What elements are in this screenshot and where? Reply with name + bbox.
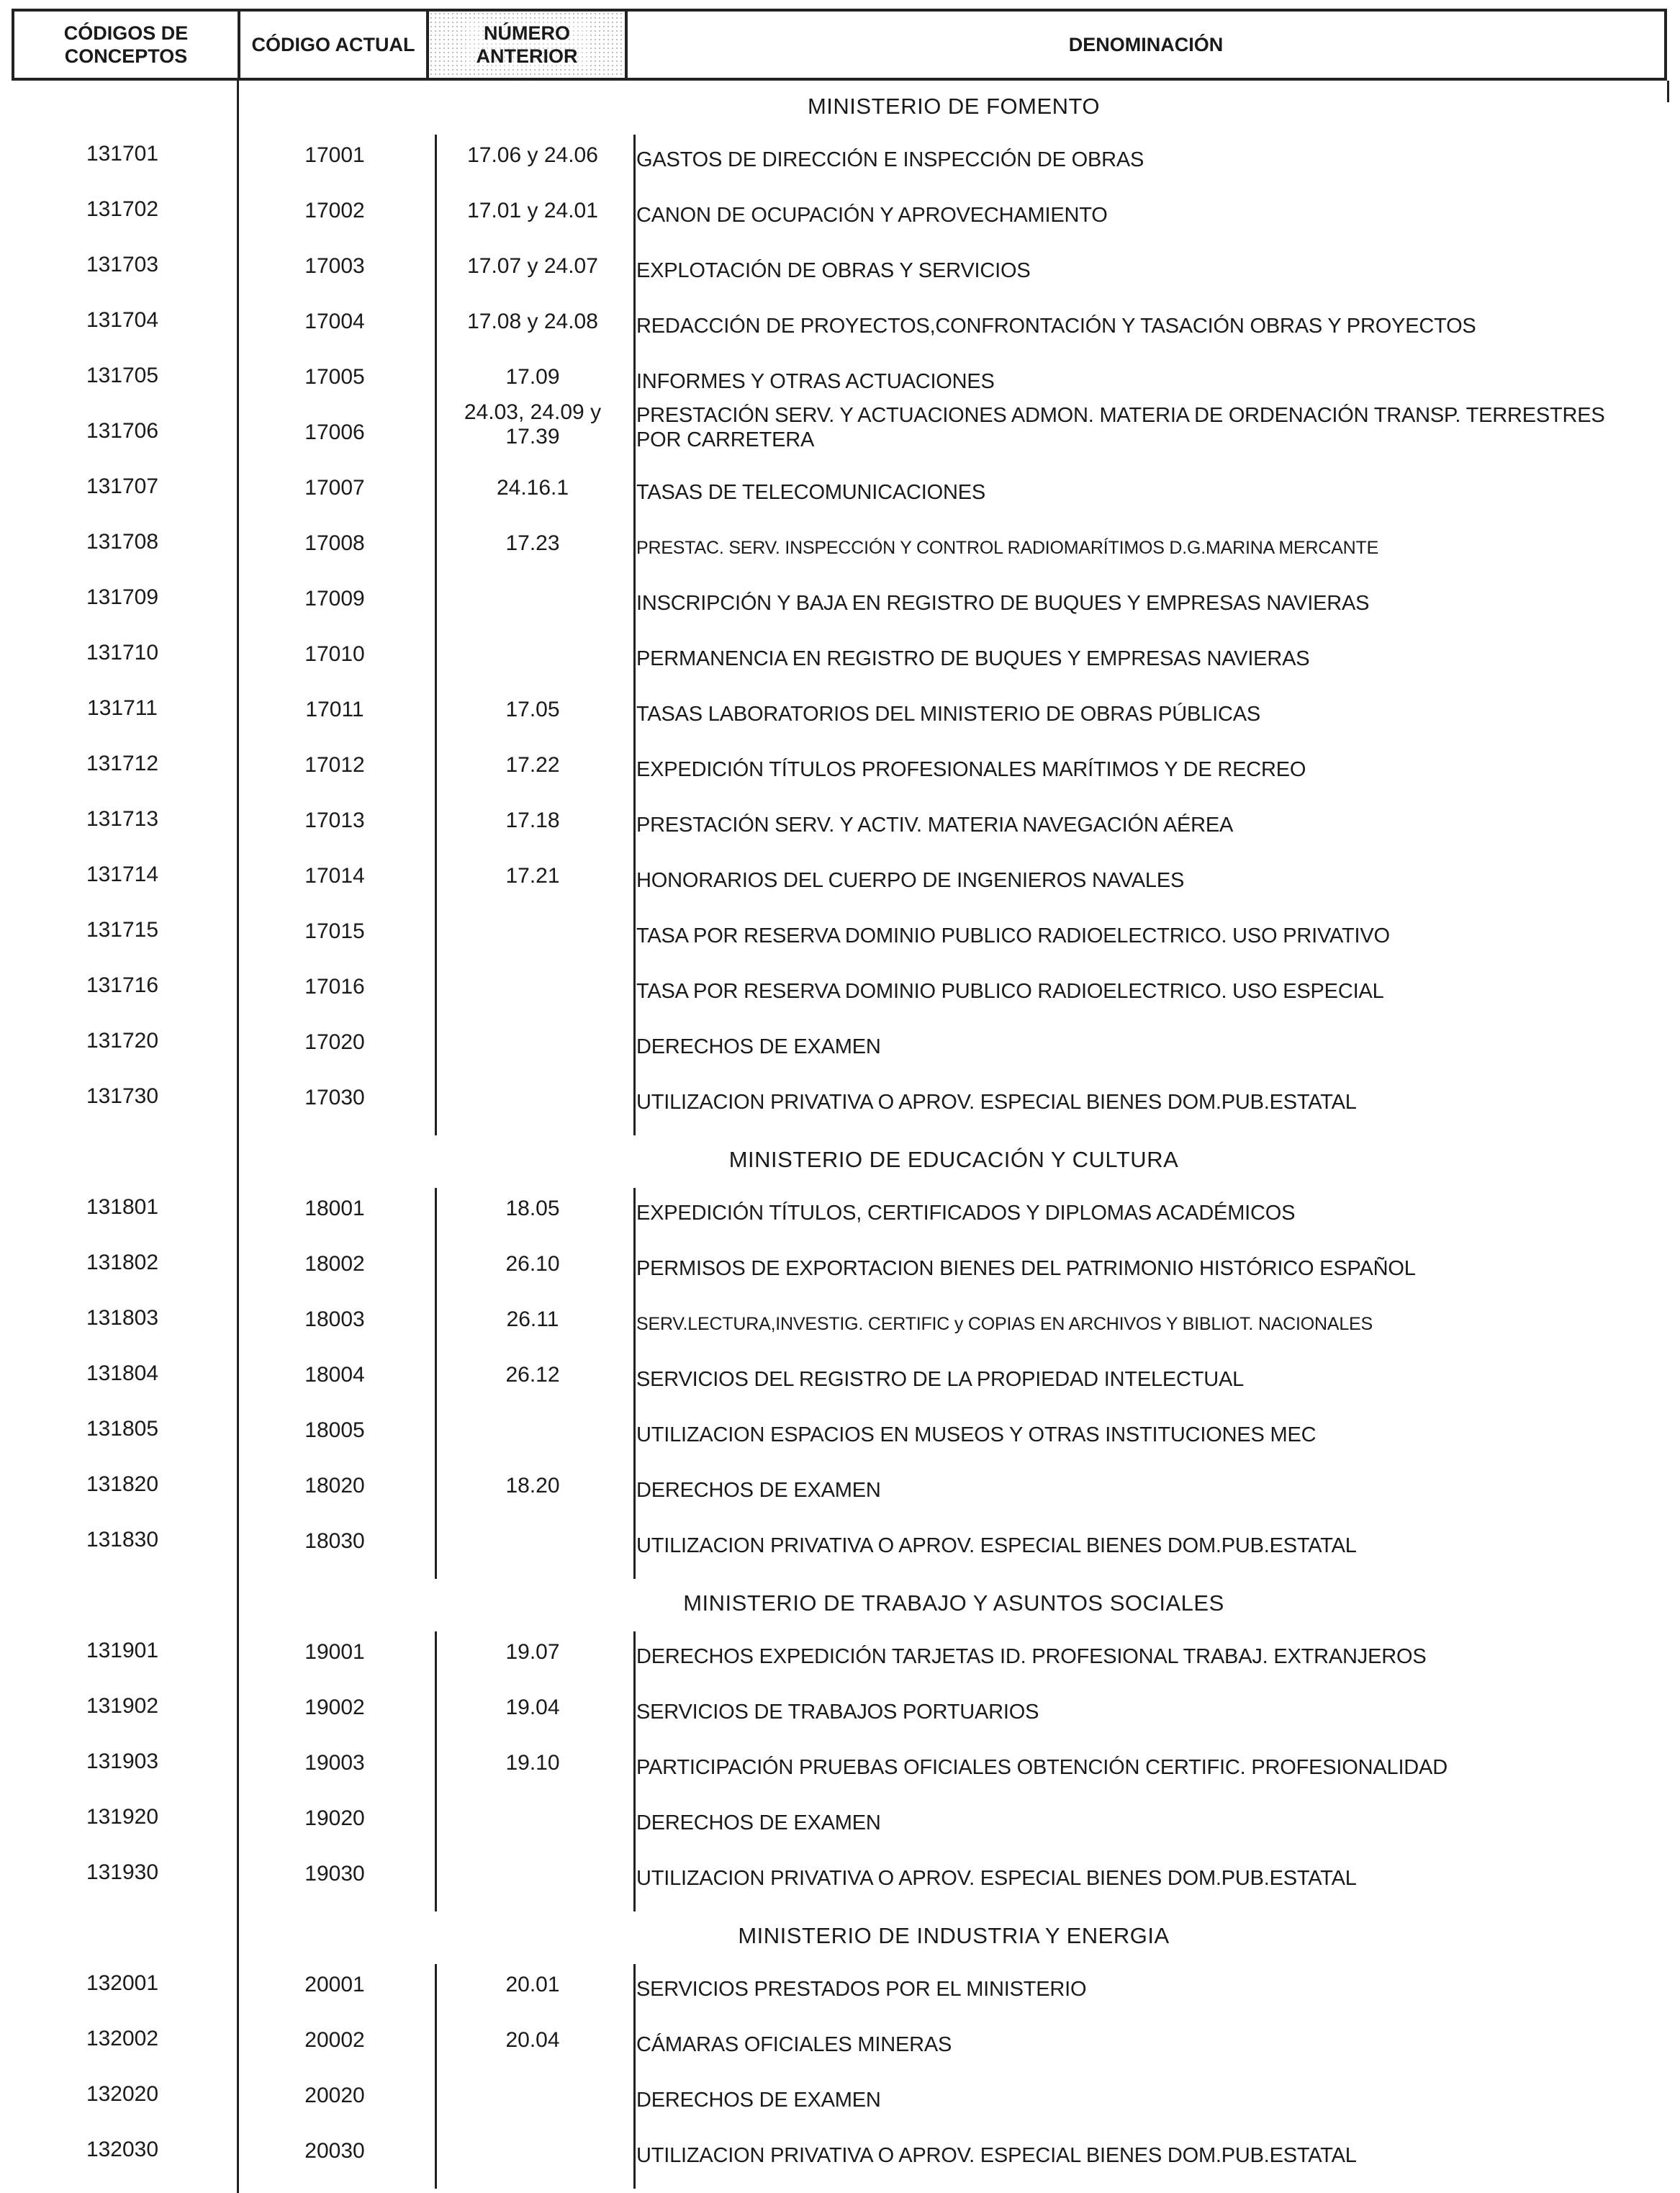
codigo-actual: 19003 (304, 1751, 365, 1775)
concepto-code: 131903 (86, 1750, 159, 1773)
section-title: MINISTERIO DE TRABAJO Y ASUNTOS SOCIALES (683, 1590, 1224, 1616)
codigo-actual: 18004 (304, 1363, 365, 1387)
numero-anterior: 17.22 (505, 753, 560, 777)
denominacion: SERVICIOS DEL REGISTRO DE LA PROPIEDAD INTELECTUAL (636, 1368, 1245, 1391)
codigo-actual: 17002 (304, 199, 365, 222)
codigo-actual: 19020 (304, 1806, 365, 1830)
concepto-code: 131830 (86, 1528, 159, 1552)
concepto-code: 131901 (86, 1639, 159, 1662)
codigo-actual: 18020 (304, 1474, 365, 1498)
denominacion: TASA POR RESERVA DOMINIO PUBLICO RADIOELECTRICO. USO ESPECIAL (636, 980, 1384, 1003)
denominacion: EXPEDICIÓN TÍTULOS, CERTIFICADOS Y DIPLOMAS ACADÉMICOS (636, 1202, 1296, 1225)
denominacion: GASTOS DE DIRECCIÓN E INSPECCIÓN DE OBRAS (636, 148, 1144, 171)
codigo-actual: 17030 (304, 1086, 365, 1109)
concepto-code: 131709 (86, 585, 159, 609)
denominacion: UTILIZACION PRIVATIVA O APROV. ESPECIAL BIENES DOM.PUB.ESTATAL (636, 1867, 1357, 1890)
concepto-code: 131805 (86, 1417, 159, 1441)
denominacion: DERECHOS DE EXAMEN (636, 2089, 881, 2112)
header-denominacion (625, 9, 1667, 81)
denominacion: PERMISOS DE EXPORTACION BIENES DEL PATRIMONIO HISTÓRICO ESPAÑOL (636, 1257, 1416, 1280)
column-rule-actual (237, 81, 239, 2193)
header-col4-label: DENOMINACIÓN (1068, 34, 1224, 55)
codigo-actual: 18001 (304, 1197, 365, 1220)
numero-anterior: 26.10 (505, 1252, 560, 1276)
concepto-code: 131820 (86, 1472, 159, 1496)
right-edge-rule (1667, 81, 1669, 102)
concepto-code: 132030 (86, 2138, 159, 2161)
numero-anterior: 24.03, 24.09 y 17.39 (464, 400, 602, 449)
numero-anterior: 17.21 (505, 864, 560, 888)
codigo-actual: 17001 (304, 143, 365, 167)
section-title: MINISTERIO DE FOMENTO (807, 94, 1101, 119)
concepto-code: 132001 (86, 1971, 159, 1995)
codigo-actual: 17008 (304, 531, 365, 555)
numero-anterior: 19.07 (505, 1640, 560, 1664)
numero-anterior: 17.07 y 24.07 (467, 254, 598, 278)
denominacion: UTILIZACION ESPACIOS EN MUSEOS Y OTRAS INSTITUCIONES MEC (636, 1423, 1317, 1446)
numero-anterior: 17.01 y 24.01 (467, 199, 598, 222)
codigo-actual: 17005 (304, 365, 365, 389)
numero-anterior: 17.05 (505, 698, 560, 721)
codigo-actual: 17010 (304, 642, 365, 666)
codigo-actual: 17012 (304, 753, 365, 777)
denominacion: INSCRIPCIÓN Y BAJA EN REGISTRO DE BUQUES Y EMPRESAS NAVIERAS (636, 592, 1370, 615)
concepto-code: 131804 (86, 1361, 159, 1385)
concepto-code: 131713 (86, 807, 159, 831)
header-codigo-actual (238, 9, 426, 81)
codigo-actual: 20030 (304, 2139, 365, 2163)
codigo-actual: 19002 (304, 1696, 365, 1719)
numero-anterior: 24.16.1 (496, 476, 569, 500)
denominacion: UTILIZACION PRIVATIVA O APROV. ESPECIAL BIENES DOM.PUB.ESTATAL (636, 2144, 1357, 2167)
denominacion: TASAS DE TELECOMUNICACIONES (636, 481, 986, 504)
concepto-code: 131703 (86, 253, 159, 276)
column-rule-anterior (435, 135, 437, 1135)
codigo-actual: 17020 (304, 1030, 365, 1054)
codigo-actual: 19030 (304, 1862, 365, 1886)
numero-anterior: 17.09 (505, 365, 560, 389)
codigo-actual: 17006 (304, 420, 365, 444)
concepto-code: 131701 (86, 142, 159, 166)
numero-anterior: 26.11 (506, 1307, 559, 1331)
column-rule-anterior (435, 1631, 437, 1911)
denominacion: CANON DE OCUPACIÓN Y APROVECHAMIENTO (636, 204, 1108, 227)
numero-anterior: 18.05 (505, 1197, 560, 1220)
codigo-actual: 17013 (304, 809, 365, 832)
numero-anterior: 19.10 (505, 1751, 560, 1775)
codigo-actual: 18002 (304, 1252, 365, 1276)
concepto-code: 131708 (86, 530, 159, 554)
denominacion: DERECHOS DE EXAMEN (636, 1479, 881, 1502)
denominacion: PARTICIPACIÓN PRUEBAS OFICIALES OBTENCIÓN CERTIFIC. PROFESIONALIDAD (636, 1756, 1448, 1779)
denominacion: HONORARIOS DEL CUERPO DE INGENIEROS NAVALES (636, 869, 1185, 892)
concepto-code: 131705 (86, 364, 159, 387)
numero-anterior: 17.06 y 24.06 (467, 143, 598, 167)
column-rule-anterior (435, 1964, 437, 2189)
numero-anterior: 18.20 (505, 1474, 560, 1498)
numero-anterior: 17.18 (505, 809, 560, 832)
codigo-actual: 17011 (305, 698, 364, 721)
concepto-code: 131714 (86, 863, 159, 886)
header-col3-label: NÚMERO ANTERIOR (466, 22, 588, 68)
concepto-code: 131711 (87, 696, 158, 720)
codigo-actual: 17015 (304, 919, 365, 943)
concepto-code: 131702 (86, 197, 159, 221)
codigo-actual: 17016 (304, 975, 365, 999)
codigo-actual: 18005 (304, 1418, 365, 1442)
denominacion: PRESTACIÓN SERV. Y ACTIV. MATERIA NAVEGACIÓN AÉREA (636, 814, 1234, 837)
denominacion: TASAS LABORATORIOS DEL MINISTERIO DE OBRAS PÚBLICAS (636, 703, 1260, 726)
header-col1-label: CÓDIGOS DE CONCEPTOS (63, 22, 189, 67)
concepto-code: 131712 (86, 752, 159, 775)
denominacion: UTILIZACION PRIVATIVA O APROV. ESPECIAL BIENES DOM.PUB.ESTATAL (636, 1091, 1357, 1114)
denominacion: EXPEDICIÓN TÍTULOS PROFESIONALES MARÍTIMOS Y DE RECREO (636, 758, 1306, 781)
codigo-actual: 17014 (304, 864, 365, 888)
section-title: MINISTERIO DE INDUSTRIA Y ENERGIA (738, 1923, 1170, 1948)
header-numero-anterior (426, 9, 625, 81)
codigo-actual: 19001 (304, 1640, 365, 1664)
concepto-code: 131704 (86, 308, 159, 332)
column-rule-denominacion (633, 1631, 636, 1911)
concepto-code: 131930 (86, 1860, 159, 1884)
concepto-code: 131730 (86, 1084, 159, 1108)
header-codigos-conceptos (12, 9, 238, 81)
denominacion: DERECHOS EXPEDICIÓN TARJETAS ID. PROFESIONAL TRABAJ. EXTRANJEROS (636, 1645, 1427, 1668)
denominacion: SERVICIOS PRESTADOS POR EL MINISTERIO (636, 1978, 1087, 2001)
concepto-code: 131902 (86, 1694, 159, 1718)
section-title: MINISTERIO DE EDUCACIÓN Y CULTURA (728, 1147, 1179, 1172)
codigo-actual: 20002 (304, 2028, 365, 2052)
column-rule-denominacion (633, 1188, 636, 1579)
codigo-actual: 17003 (304, 254, 365, 278)
denominacion: TASA POR RESERVA DOMINIO PUBLICO RADIOELECTRICO. USO PRIVATIVO (636, 924, 1390, 947)
codigo-actual: 17009 (304, 587, 365, 611)
denominacion: PRESTACIÓN SERV. Y ACTUACIONES ADMON. MATERIA DE ORDENACIÓN TRANSP. TERRESTRES POR CARRETERA (636, 404, 1605, 451)
concepto-code: 131715 (86, 918, 159, 942)
concepto-code: 131716 (86, 973, 159, 997)
column-rule-anterior (435, 1188, 437, 1579)
codigo-actual: 18030 (304, 1529, 365, 1553)
concepto-code: 131707 (86, 474, 159, 498)
concepto-code: 132020 (86, 2082, 159, 2106)
denominacion: SERVICIOS DE TRABAJOS PORTUARIOS (636, 1701, 1039, 1724)
concepto-code: 131802 (86, 1251, 159, 1274)
denominacion: PRESTAC. SERV. INSPECCIÓN Y CONTROL RADIOMARÍTIMOS D.G.MARINA MERCANTE (636, 538, 1379, 558)
denominacion: INFORMES Y OTRAS ACTUACIONES (636, 370, 995, 393)
codigo-actual: 17007 (304, 476, 365, 500)
denominacion: DERECHOS DE EXAMEN (636, 1811, 881, 1834)
numero-anterior: 19.04 (505, 1696, 560, 1719)
header-col2-label: CÓDIGO ACTUAL (251, 34, 415, 55)
concepto-code: 131720 (86, 1029, 159, 1053)
codigo-actual: 17004 (304, 310, 365, 333)
numero-anterior: 20.04 (505, 2028, 560, 2052)
denominacion: SERV.LECTURA,INVESTIG. CERTIFIC y COPIAS EN ARCHIVOS Y BIBLIOT. NACIONALES (636, 1314, 1373, 1334)
denominacion: UTILIZACION PRIVATIVA O APROV. ESPECIAL BIENES DOM.PUB.ESTATAL (636, 1534, 1357, 1557)
denominacion: EXPLOTACIÓN DE OBRAS Y SERVICIOS (636, 259, 1031, 282)
codigo-actual: 20001 (304, 1973, 365, 1996)
codigo-actual: 20020 (304, 2084, 365, 2107)
concepto-code: 131803 (86, 1306, 159, 1330)
concepto-code: 131706 (86, 419, 159, 443)
codigo-actual: 18003 (304, 1307, 365, 1331)
numero-anterior: 20.01 (505, 1973, 560, 1996)
concepto-code: 131710 (86, 641, 159, 665)
column-rule-denominacion (633, 1964, 636, 2189)
concepto-code: 131801 (86, 1195, 159, 1219)
numero-anterior: 17.08 y 24.08 (467, 310, 598, 333)
column-rule-denominacion (633, 135, 636, 1135)
concepto-code: 131920 (86, 1805, 159, 1829)
denominacion: PERMANENCIA EN REGISTRO DE BUQUES Y EMPRESAS NAVIERAS (636, 647, 1310, 670)
denominacion: DERECHOS DE EXAMEN (636, 1035, 881, 1058)
numero-anterior: 17.23 (505, 531, 560, 555)
concepto-code: 132002 (86, 2027, 159, 2050)
denominacion: REDACCIÓN DE PROYECTOS,CONFRONTACIÓN Y TASACIÓN OBRAS Y PROYECTOS (636, 315, 1476, 338)
denominacion: CÁMARAS OFICIALES MINERAS (636, 2033, 952, 2056)
numero-anterior: 26.12 (505, 1363, 560, 1387)
